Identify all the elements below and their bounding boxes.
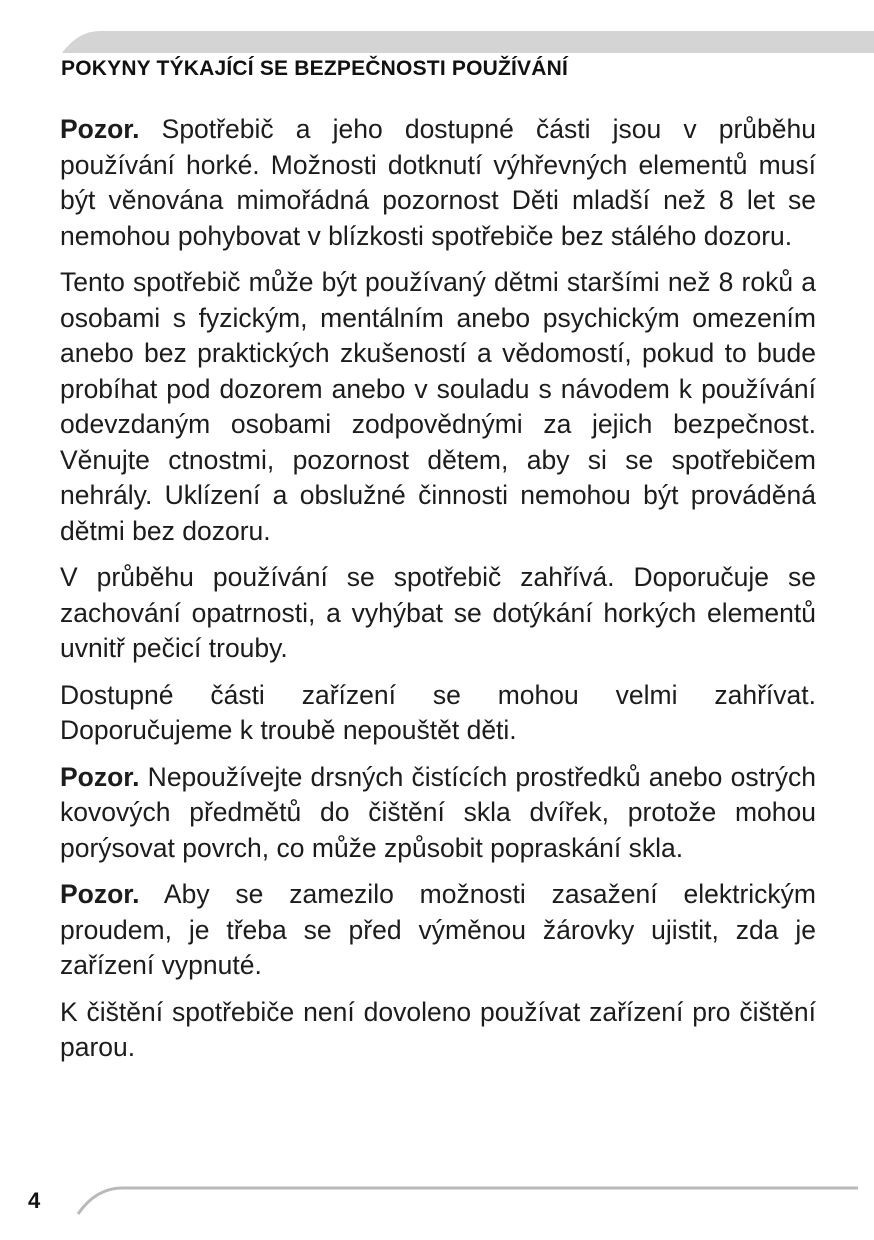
paragraph-accessible-parts bbox=[60, 678, 816, 749]
paragraph-steam-cleaning bbox=[60, 995, 816, 1066]
paragraph-hot-parts bbox=[60, 112, 816, 254]
section-title: POKYNY TÝKAJÍCÍ SE BEZPEČNOSTI POUŽÍVÁNÍ bbox=[61, 57, 569, 80]
paragraph-text: K čištění spotřebiče není dovoleno používat zařízení pro čištění parou. bbox=[60, 996, 816, 1062]
paragraph-children-use bbox=[60, 265, 816, 549]
header-decorative-band bbox=[0, 0, 874, 60]
paragraph-text: Spotřebič a jeho dostupné části jsou v průběhu používání horké. Možnosti dotknutí výhřevných elementů musí být věnována mimořádná pozornost Děti mladší než 8 let se nemohou pohybovat v blízkosti spotřebiče bez stálého dozoru. bbox=[60, 114, 816, 251]
paragraph-bulb-replacement bbox=[60, 877, 816, 984]
paragraph-text: Nepoužívejte drsných čistících prostředků anebo ostrých kovových předmětů do čištění skla dvířek, protože mohou porýsovat povrch, co může způsobit popraskání skla. bbox=[60, 761, 816, 863]
paragraph-cleaning-glass bbox=[60, 760, 816, 867]
paragraph-text: Aby se zamezilo možnosti zasažení elektrickým proudem, je třeba se před výměnou žárovky ujistit, zda je zařízení vypnuté. bbox=[60, 879, 816, 980]
safety-instructions bbox=[60, 112, 816, 1077]
footer-decorative-line bbox=[0, 1180, 874, 1220]
paragraph-text: V průběhu používání se spotřebič zahřívá. Doporučuje se zachování opatrnosti, a vyhýbat se dotýkání horkých elementů uvnitř pečicí trouby. bbox=[60, 562, 816, 663]
warning-label: Pozor. bbox=[60, 879, 140, 909]
paragraph-heating bbox=[60, 560, 816, 667]
page-number: 4 bbox=[28, 1188, 41, 1213]
warning-label: Pozor. bbox=[60, 761, 140, 792]
warning-label: Pozor. bbox=[60, 114, 140, 144]
paragraph-text: Tento spotřebič může být používaný dětmi staršími než 8 roků a osobami s fyzickým, mentálním anebo psychickým omezením anebo bez praktických zkušeností a vědomostí, pokud to bude probíhat pod dozorem anebo v souladu s návodem k používání odevzdaným osobami zodpovědnými za jejich bezpečnost. Věnujte ctnostmi, pozornost dětem, aby si se spotřebičem nehrály. Uklízení a obslužné činnosti nemohou být prováděná dětmi bez dozoru. bbox=[60, 267, 816, 546]
paragraph-text: Dostupné části zařízení se mohou velmi zahřívat. Doporučujeme k troubě nepouštět děti. bbox=[60, 679, 816, 745]
